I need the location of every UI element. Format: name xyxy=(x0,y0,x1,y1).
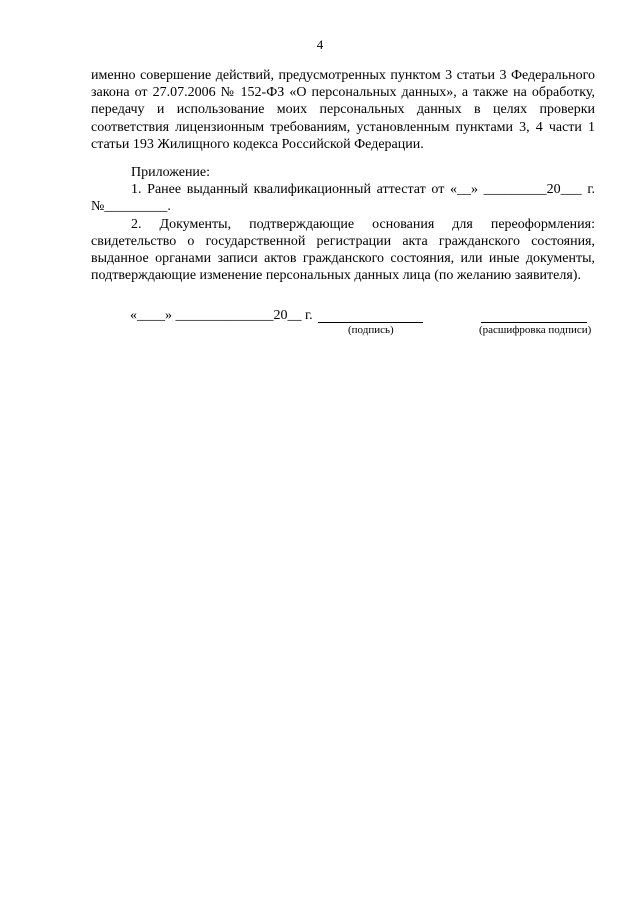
signature-caption: (подпись) xyxy=(348,324,394,336)
page-number: 4 xyxy=(316,37,324,52)
appendix-item-2: 2. Документы, подтверждающие основания для переоформления: свидетельство о государственной регистрации акта гражданского состояния, выданное органами записи актов гражданского состояния, или иные документы, подтверждающие изменение персональных данных лица (по желанию заявителя). xyxy=(91,216,595,284)
appendix-item-1: 1. Ранее выданный квалификационный аттестат от «__» _________20___ г. №_________. xyxy=(91,182,595,215)
signature-date-line: «____» ______________20__ г. xyxy=(130,308,313,323)
appendix-heading: Приложение: xyxy=(131,165,211,180)
signature-decode-field-line xyxy=(481,322,587,323)
signature-field-line xyxy=(318,322,423,323)
signature-decode-caption: (расшифровка подписи) xyxy=(479,324,592,336)
appendix-section xyxy=(91,164,595,284)
paragraph-text: именно совершение действий, предусмотренных пунктом 3 статьи 3 Федерального закона от 27.07.2006 № 152-ФЗ «О персональных данных», а также на обработку, передачу и использование моих персональных данных в целях проверки соответствия лицензионным требованиям, установленным пунктами 3, 4 части 1 статьи 193 Жилищного кодекса Российской Федерации. xyxy=(91,68,595,152)
consent-paragraph-continuation xyxy=(91,67,595,153)
